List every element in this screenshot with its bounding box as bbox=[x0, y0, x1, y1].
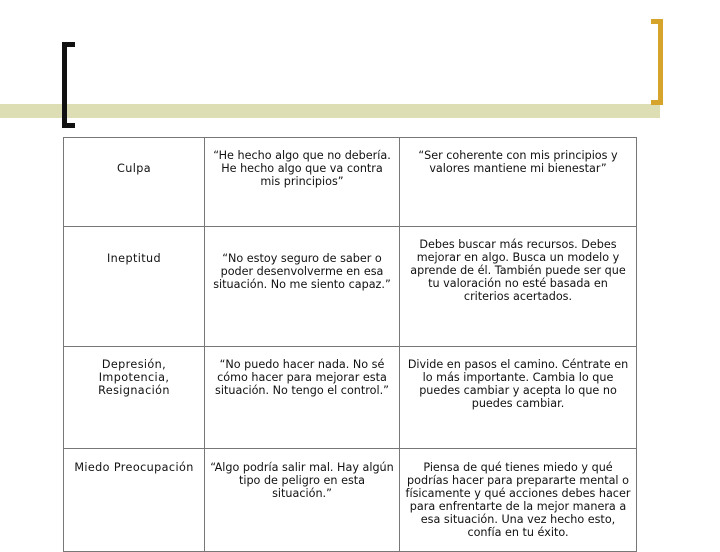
table-row bbox=[64, 347, 637, 449]
left-bracket-decoration bbox=[62, 42, 75, 128]
thought-cell: “No estoy seguro de saber o poder desenvolverme en esa situación. No me siento capaz.” bbox=[205, 227, 400, 347]
thought-cell: “No puedo hacer nada. No sé cómo hacer para mejorar esta situación. No tengo el control.” bbox=[205, 347, 400, 449]
response-cell: Piensa de qué tienes miedo y qué podrías hacer para prepararte mental o físicamente y qué acciones debes hacer para enfrentarte de la mejor manera a esa situación. Una vez hecho esto, confía en tu éxito. bbox=[400, 449, 637, 552]
emotion-cell: Ineptitud bbox=[64, 227, 205, 347]
response-cell: Debes buscar más recursos. Debes mejorar en algo. Busca un modelo y aprende de él. También puede ser que tu valoración no esté basada en criterios acertados. bbox=[400, 227, 637, 347]
thought-cell: “Algo podría salir mal. Hay algún tipo de peligro en esta situación.” bbox=[205, 449, 400, 552]
thought-cell: “He hecho algo que no debería. He hecho algo que va contra mis principios” bbox=[205, 138, 400, 227]
emotion-cell: Culpa bbox=[64, 138, 205, 227]
table-row bbox=[64, 449, 637, 552]
emotion-cell: Depresión, Impotencia, Resignación bbox=[64, 347, 205, 449]
emotion-cell: Miedo Preocupación bbox=[64, 449, 205, 552]
emotions-table bbox=[63, 137, 637, 552]
right-bracket-decoration bbox=[651, 19, 663, 105]
table-row bbox=[64, 227, 637, 347]
decorative-bar bbox=[0, 104, 660, 118]
response-cell: Divide en pasos el camino. Céntrate en lo más importante. Cambia lo que puedes cambiar y acepta lo que no puedes cambiar. bbox=[400, 347, 637, 449]
table-row bbox=[64, 138, 637, 227]
response-cell: “Ser coherente con mis principios y valores mantiene mi bienestar” bbox=[400, 138, 637, 227]
